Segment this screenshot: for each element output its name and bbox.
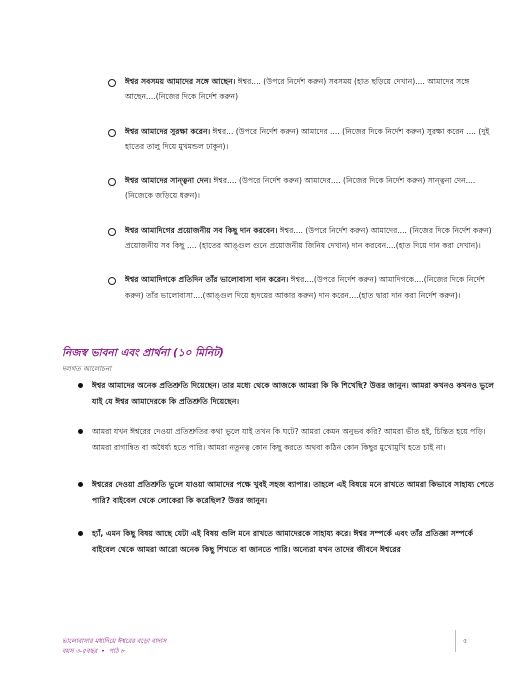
list-item-text [125,74,493,105]
list-item [108,173,493,204]
list-item-bold: ঈশ্বর সবসময় আমাদের সঙ্গে আছেন। [125,77,236,86]
section-subtitle: দলগত আলোচনা [62,365,112,373]
dot-bullet-icon [78,429,83,434]
footer-lesson: পাঠ ৮ [108,647,125,655]
list-item-text: ঈশ্বর আমাদের অনেক প্রতিশ্রুতি দিয়েছেন। তার মধ্যে থেকে আজকে আমরা কি কি শিখেছি? উত্তর জানুন। আমরা কখনও কখনও ভুলে যাই যে ঈশ্বর আমাদেরকে কি প্রতিশ্রুতি দিয়েছেন। [92,381,494,406]
dot-bullet-icon [78,531,83,536]
list-item-text: আমরা যখন ঈশ্বরের দেওয়া প্রতিশ্রুতির কথা ভুলে যাই তখন কি ঘটে? আমরা কেমন অনুভব করি? আমরা ভীত হই, চিন্তিত হয়ে পড়ি। আমরা রাগান্বিত বা অধৈর্য্য হতে পারি। আমরা নতুনত্ব কোন কিছু করতে অথবা কঠিন কোন কিছুর মুখোমুখি হতে চাই না। [92,427,486,452]
dot-bullet-icon [78,383,83,388]
list-item-bold: ঈশ্বর আমাদিগের প্রয়োজনীয় সব কিছু দান করবেন। [125,225,278,235]
list-item-rest: ঈশ্বর.... (উপরে নির্দেশ করুন) আমাদের.... (নিজের দিকে নির্দেশ করুন) প্রয়োজনীয় সব কিছু .... (হাতের আঙ্গুল গুনে প্রয়োজনীয় জিনিষ দেখান) দান করবেন....(হাত দিয়ে দান করা দেখান)। [125,225,492,251]
page-number: ৫ [463,637,468,645]
list-item [108,223,493,254]
list-item-text [125,272,493,303]
dot-bullet-icon [78,482,83,487]
circle-bullet-icon [108,129,116,137]
list-item [108,272,493,303]
list-item-text [125,173,493,204]
list-item-rest: ঈশ্বর.... (উপরে নির্দেশ করুন) সবসময় (হাত ছড়িয়ে দেখান).... আমাদের সঙ্গে আছেন....(নিজের দিকে নির্দেশ করুন) [125,77,470,102]
list-item-bold: ঈশ্বর আমাদিগকে প্রতিদিন তাঁর ভালোবাসা দান করেন। [125,275,289,285]
list-item [76,378,494,409]
circle-bullet-icon [108,79,116,87]
circle-bullet-icon [108,228,116,236]
list-item-text [125,223,493,254]
footer-divider [455,630,456,652]
list-item [108,74,493,105]
circle-bullet-icon [108,178,116,186]
footer-separator: • [101,647,105,655]
footer-age: বয়স ৩-৫বছর [62,647,98,655]
list-item-rest: ঈশ্বর.... (উপরে নির্দেশ করুন) আমাদের.... (নিজের দিকে নির্দেশ করুন) সান্ত্বনা দেন.... (নিজেকে জড়িয়ে ধরুন)। [125,176,476,201]
list-item-text: হ্যাঁ, এমন কিছু বিষয় আছে যেটা এই বিষয় গুলি মনে রাখতে আমাদেরকে সাহায্য করে। ঈশ্বর সম্পর্কে এবং তাঁর প্রতিজ্ঞা সম্পর্কে বাইবেল থেকে আমরা আরো অনেক কিছু শিখতে বা জানতে পারি। অন্যেরা যখন তাদের জীবনে ঈশ্বরের [92,529,474,554]
list-item [76,424,494,455]
list-item [108,124,493,155]
section-title: নিজস্ব ভাবনা এবং প্রার্থনা (১০ মিনিট) [62,347,224,359]
list-item [76,477,494,508]
footer-series-title: ভালোবাসার মধ্যদিয়ে ঈশ্বরের বড়ো বাদাস [62,637,167,645]
list-item-rest: ঈশ্বর....(উপরে নির্দেশ করুন) আমাদিগকে....(নিজের দিকে নির্দেশ করুন) তাঁর ভালোবাসা....(আঙ্গুল দিয়ে হৃদয়ের আকার করুন) দান করেন....(হাত দ্বারা দান করা নির্দেশ করুন)। [125,275,485,300]
list-item-rest: ঈশ্বর... (উপরে নির্দেশ করুন) আমাদের .... (নিজের দিকে নির্দেশ করুন) সুরক্ষা করেন .... (দুই হাতের তালু দিয়ে মুখমন্ডল ঢাকুন)। [125,126,490,151]
circle-bullet-icon [108,277,116,285]
list-item-bold: ঈশ্বর আমাদের সুরক্ষা করেন। [125,126,211,136]
action-list [108,74,493,322]
list-item [76,526,494,557]
list-item-text [125,124,493,155]
list-item-bold: ঈশ্বর আমাদের সান্ত্বনা দেন। [125,176,212,186]
footer-lesson-info [62,646,125,657]
discussion-list [76,378,494,557]
list-item-text: ঈশ্বরের দেওয়া প্রতিশ্রুতি ভুলে যাওয়া আমাদের পক্ষে খুবই সহজ ব্যাপার। তাহলে এই বিষয়ে মনে রাখতে আমরা কিভাবে সাহায্য পেতে পারি? বাইবেল থেকে লোকেরা কি করেছিল? উত্তর জানুন। [92,480,494,505]
